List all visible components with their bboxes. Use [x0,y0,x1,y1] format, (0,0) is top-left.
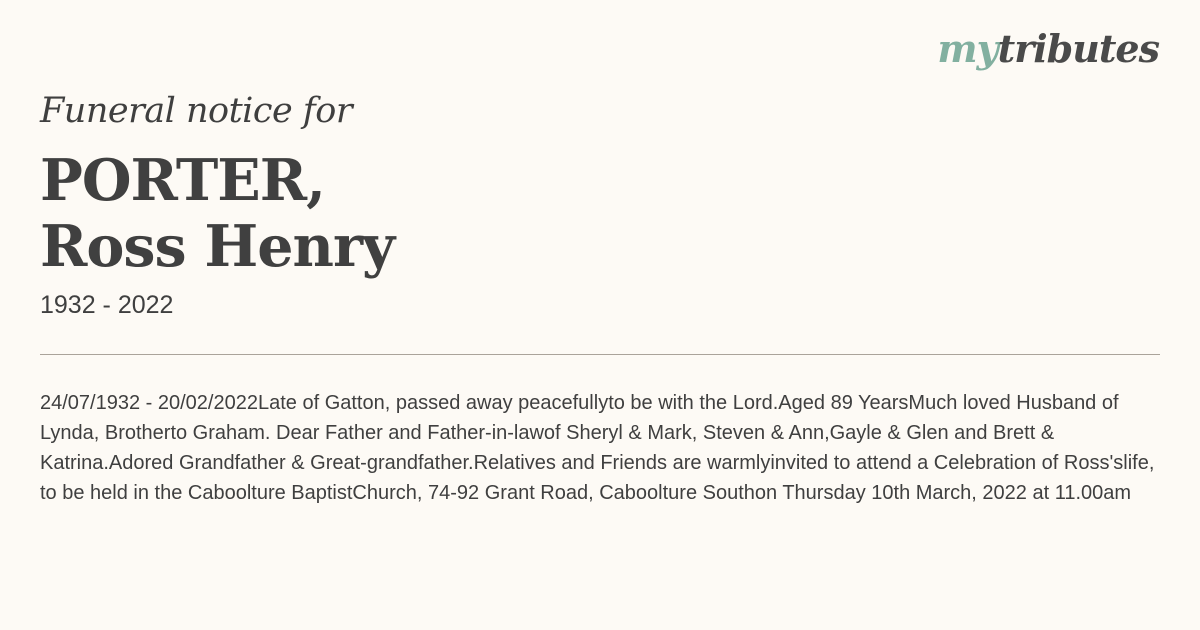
deceased-name [40,148,940,280]
notice-subtitle: Funeral notice for [40,91,353,131]
deceased-surname: PORTER, [40,147,325,214]
life-years: 1932 - 2022 [40,291,174,319]
notice-body: 24/07/1932 - 20/02/2022Late of Gatton, passed away peacefullyto be with the Lord.Aged 89 YearsMuch loved Husband of Lynda, Brotherto Graham. Dear Father and Father-in-lawof Sheryl & Mark, Steven & Ann,Gayle & Glen and Brett & Katrina.Adored Grandfather & Great-grandfather.Relatives and Friends are warmlyinvited to attend a Celebration of Ross'slife, to be held in the Caboolture BaptistChurch, 74-92 Grant Road, Caboolture Southon Thursday 10th March, 2022 at 11.00am [40,392,1155,504]
logo-tributes: tributes [997,26,1159,71]
deceased-given-names: Ross Henry [40,213,395,280]
notice-header [40,88,940,321]
divider [40,354,1160,355]
logo-my: my [937,26,998,71]
mytributes-logo[interactable] [937,26,1159,71]
